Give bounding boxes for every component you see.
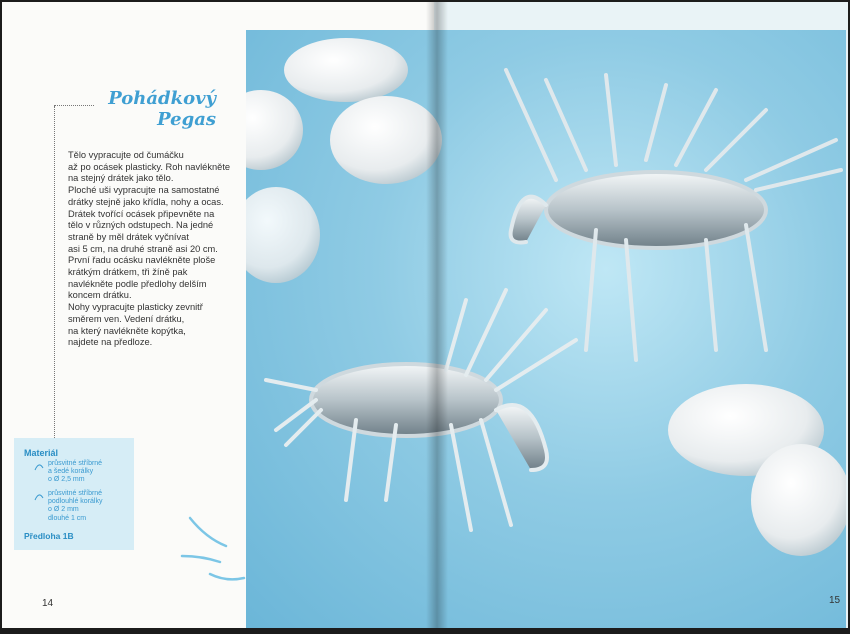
material-item — [48, 460, 134, 485]
pegasus-upper — [506, 70, 841, 360]
pattern-reference: Předloha 1B — [24, 531, 74, 541]
dotted-rule-horizontal — [54, 105, 94, 106]
stone — [284, 38, 408, 102]
text-line: až po ocásek plasticky. Roh navlékněte — [68, 161, 231, 172]
bead-wire-icon — [34, 463, 44, 471]
material-title: Materiál — [24, 448, 59, 458]
text-line: straně by měl drátek vyčnívat — [68, 231, 189, 242]
material-line: průsvitné stříbrné — [48, 460, 103, 467]
text-line: směrem ven. Vedení drátku, — [68, 313, 185, 324]
text-line: najdete na předloze. — [68, 337, 153, 348]
text-line: drátky stejně jako křídla, nohy a ocas. — [68, 196, 224, 207]
text-line: koncem drátku. — [68, 290, 132, 301]
text-line: Tělo vypracujte od čumáčku — [68, 150, 184, 160]
text-line: Drátek tvořící ocásek připevněte na — [68, 208, 215, 219]
text-line: na stejný drátek jako tělo. — [68, 173, 174, 184]
decorative-swirl-icon — [180, 516, 246, 590]
instructions-text — [68, 150, 258, 349]
text-line: navlékněte podle předlohy delším — [68, 278, 207, 289]
text-line: Nohy vypracujte plasticky zevnitř — [68, 302, 203, 313]
text-line: krátkým drátkem, tři žíně pak — [68, 267, 188, 278]
page-title — [90, 88, 216, 130]
text-line: asi 5 cm, na druhé straně asi 20 cm. — [68, 243, 218, 254]
dotted-rule-vertical — [54, 106, 55, 444]
page-number-right: 15 — [829, 595, 841, 606]
material-item — [48, 490, 134, 523]
page-number-left: 14 — [42, 598, 54, 609]
text-line: na který navlékněte kopýtka, — [68, 325, 186, 336]
spine-shadow — [426, 2, 448, 628]
material-line: o Ø 2 mm — [48, 506, 79, 514]
beaded-pegasus-photo — [246, 30, 846, 628]
text-line: tělo v různých odstupech. Na jedné — [68, 220, 214, 231]
material-line: a šedé korálky — [48, 468, 94, 476]
material-line: dlouhé 1 cm — [48, 514, 87, 522]
photo-illustration — [246, 30, 846, 628]
text-line: První řadu ocásku navlékněte ploše — [68, 255, 216, 266]
pegasus-lower — [266, 290, 576, 530]
material-line: podlouhlé korálky — [48, 498, 103, 506]
bead-wire-icon — [34, 493, 44, 501]
text-line: Ploché uši vypracujte na samostatné — [68, 185, 220, 196]
title-line: Pohádkový — [108, 88, 216, 109]
material-line: průsvitné stříbrné — [48, 490, 103, 497]
title-line: Pegas — [157, 109, 216, 130]
material-box — [14, 438, 134, 550]
material-line: o Ø 2,5 mm — [48, 476, 85, 484]
